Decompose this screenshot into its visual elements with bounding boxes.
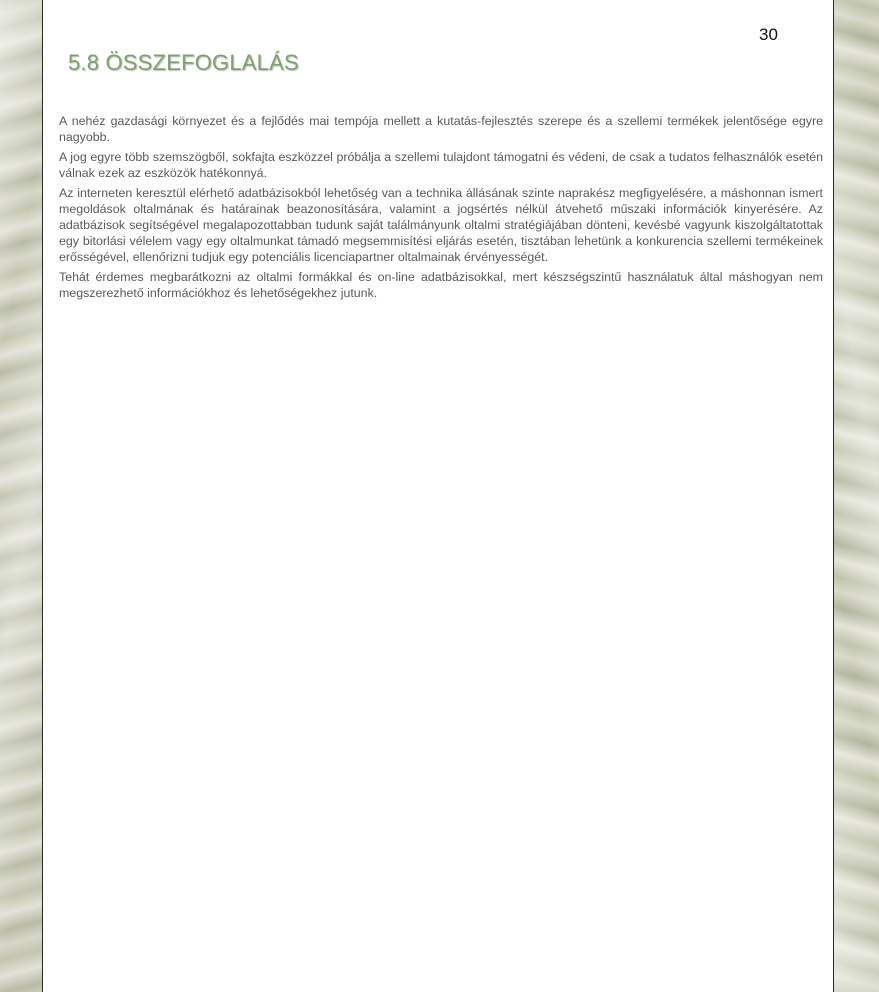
section-heading: 5.8 ÖSSZEFOGLALÁS xyxy=(68,50,299,75)
right-background-texture xyxy=(834,0,879,992)
paragraph-3: Az interneten keresztül elérhető adatbázisokból lehetőség van a technika állásának szinte naprakész megfigyelésére, a máshonnan ismert megoldások oltalmának és határainak beazonosítására, valamint a jogsértés nélkül átvehető műszaki információk kinyerésére. Az adatbázisok segítségével megalapozottabban tudunk saját találmányunk oltalmi stratégiájában dönteni, kevésbé vagyunk kiszolgáltatottak egy bitorlási vélelem vagy egy oltalmunkat támadó megsemmisítési eljárás esetén, tisztában lehetünk a konkurencia szellemi termékeinek erősségével, ellenőrizni tudjuk egy potenciális licenciapartner oltalmainak érvényességét. xyxy=(59,186,823,264)
paragraph-1: A nehéz gazdasági környezet és a fejlődés mai tempója mellett a kutatás-fejlesztés szerepe és a szellemi termékek jelentősége egyre nagyobb. xyxy=(59,114,823,144)
paragraph-4: Tehát érdemes megbarátkozni az oltalmi formákkal és on-line adatbázisokkal, mert készségszintű használatuk által máshogyan nem megszerezhető információkhoz és lehetőségekhez jutunk. xyxy=(59,270,823,300)
document-page xyxy=(42,0,834,992)
page-number: 30 xyxy=(759,25,778,44)
paragraph-2: A jog egyre több szemszögből, sokfajta eszközzel próbálja a szellemi tulajdont támogatni és védeni, de csak a tudatos felhasználók esetén válnak ezek az eszközök hatékonnyá. xyxy=(59,150,823,180)
left-background-texture xyxy=(0,0,42,992)
body-text xyxy=(59,113,823,305)
